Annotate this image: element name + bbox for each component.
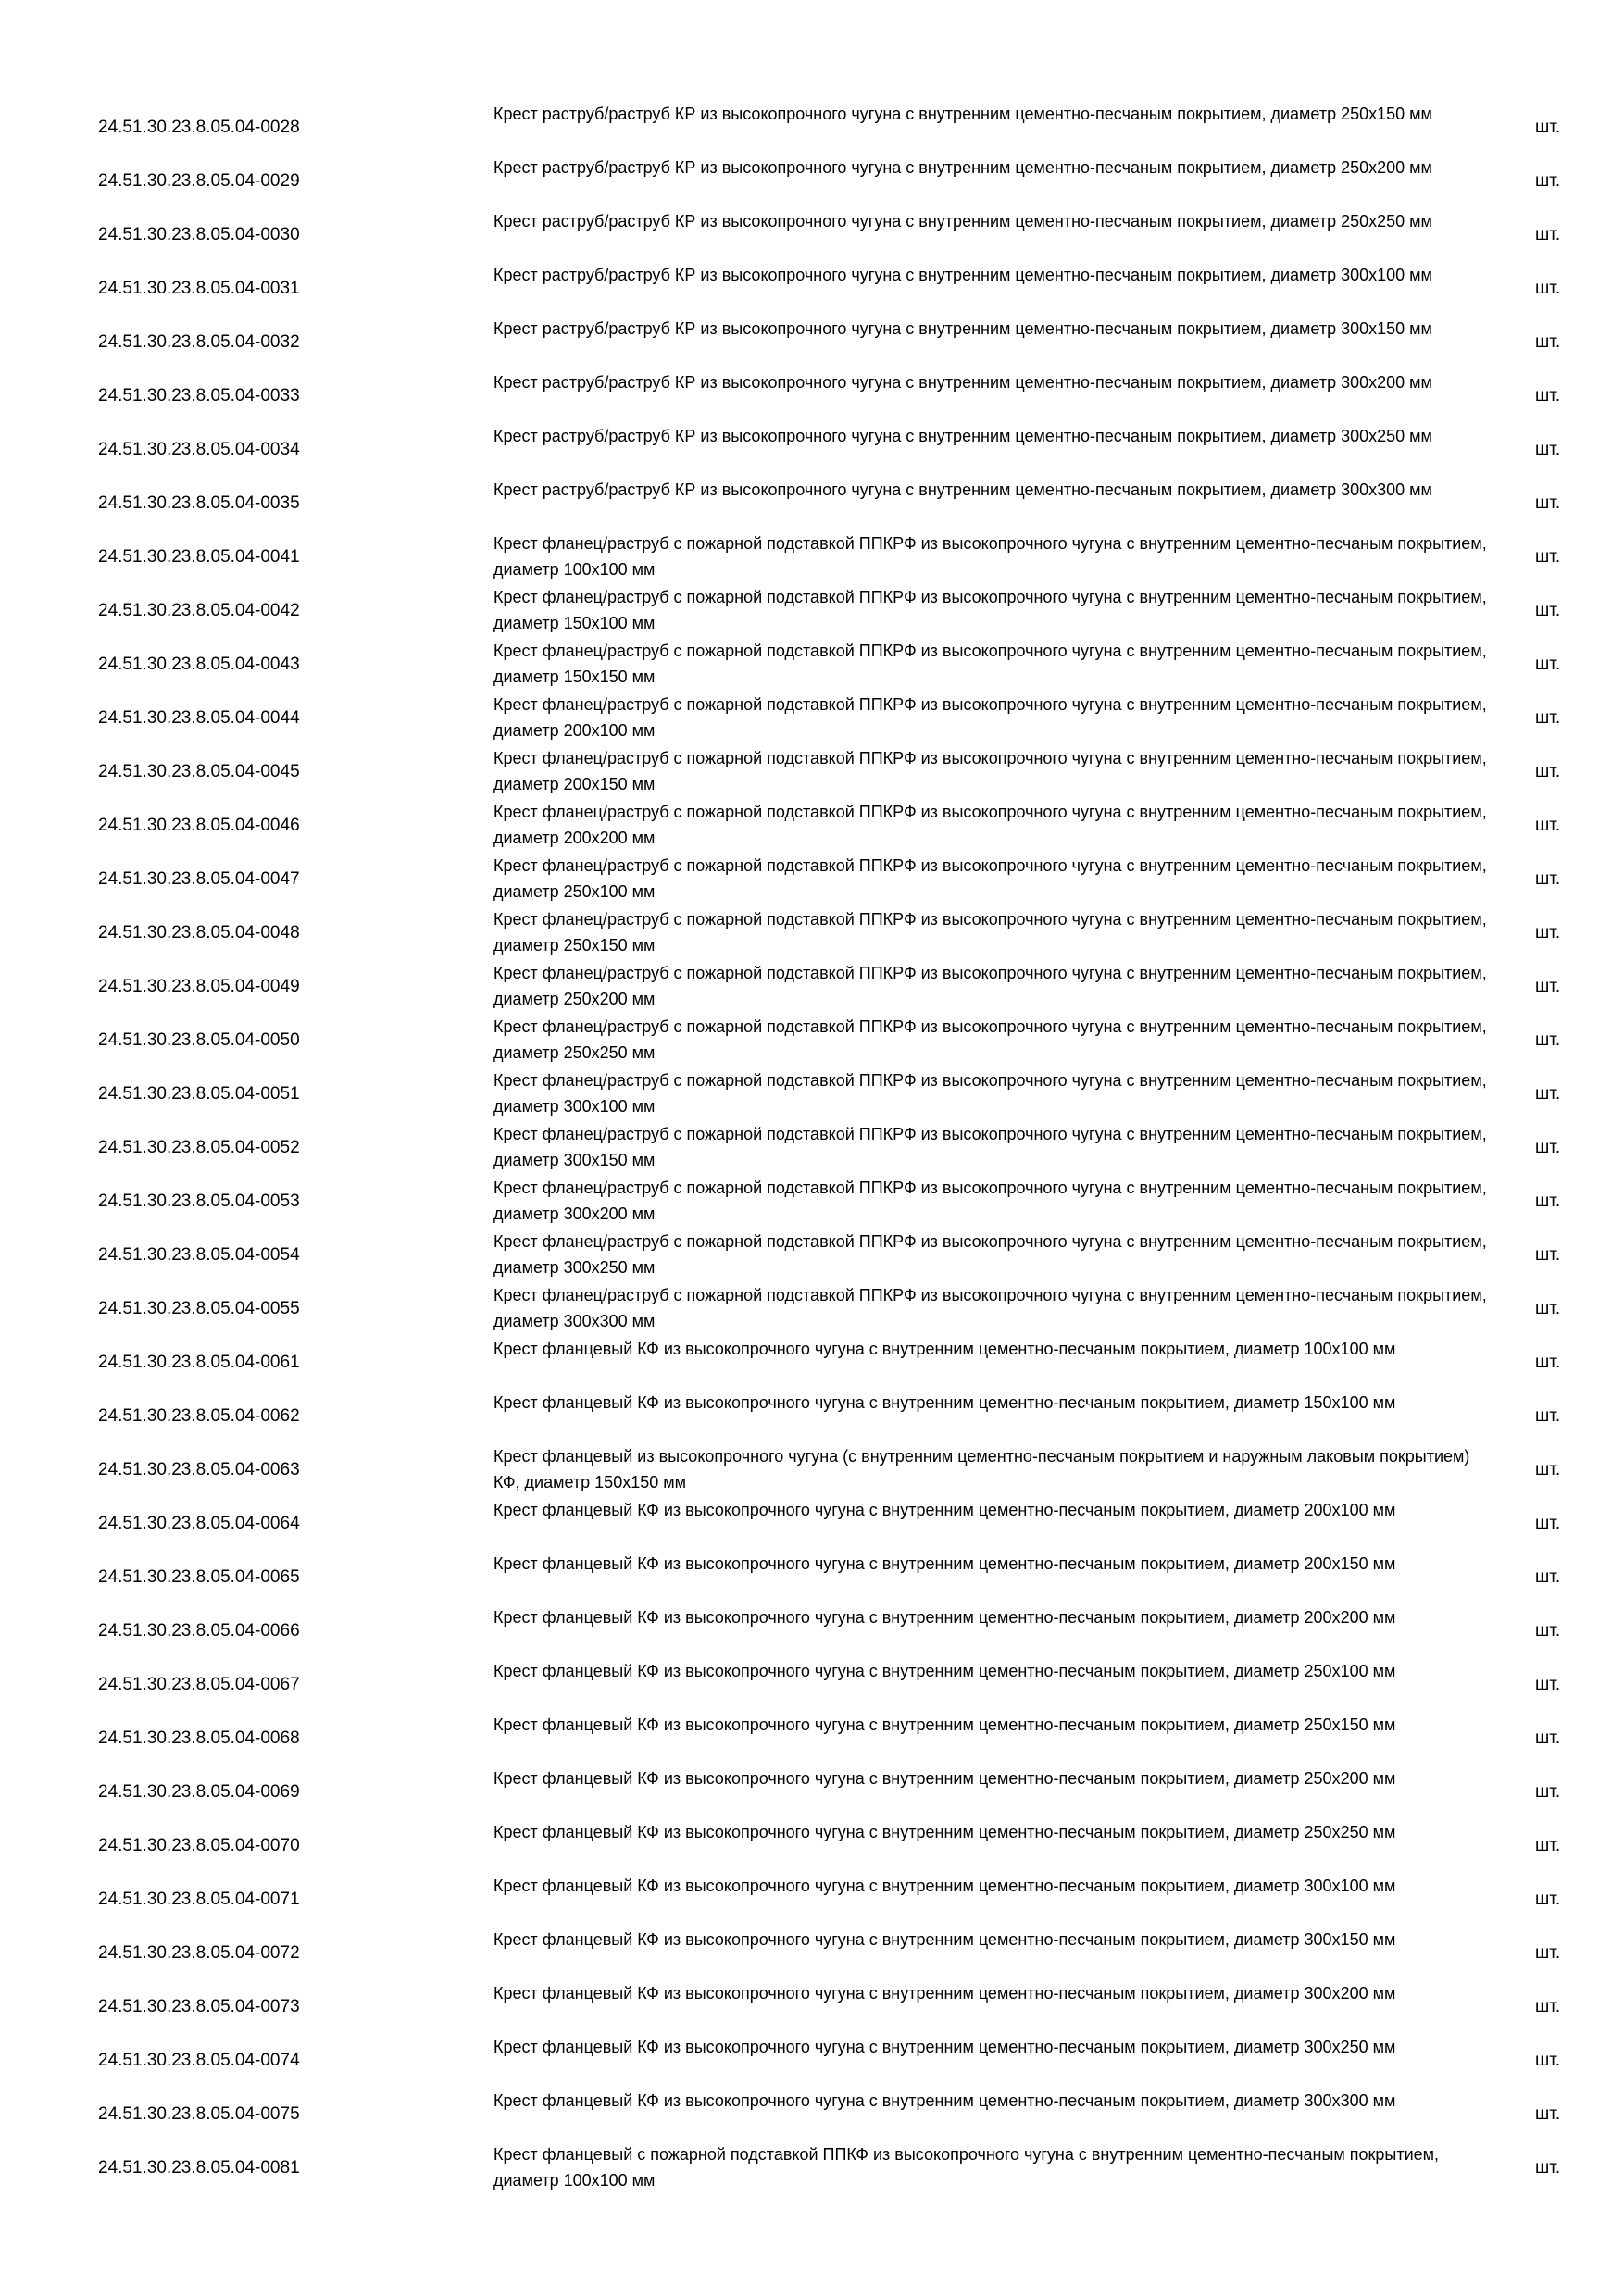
unit-of-measure: шт. [1535,2158,1561,2177]
unit-of-measure: шт. [1535,655,1561,674]
unit-of-measure: шт. [1535,118,1561,137]
resource-code: 24.51.30.23.8.05.04-0031 [98,279,300,298]
resource-code: 24.51.30.23.8.05.04-0061 [98,1353,300,1372]
table-row [98,1819,1580,1873]
unit-of-measure: шт. [1535,1138,1561,1157]
unit-of-measure: шт. [1535,1406,1561,1426]
unit-of-measure: шт. [1535,1567,1561,1587]
unit-of-measure: шт. [1535,1192,1561,1211]
table-row [98,262,1580,316]
resource-name: Крест фланец/раструб с пожарной подставкой ППКРФ из высокопрочного чугуна с внутренним цементно-песчаным покрытием, диаметр 200х150 мм [493,749,1487,793]
unit-of-measure: шт. [1535,171,1561,191]
unit-of-measure: шт. [1535,923,1561,942]
resource-code: 24.51.30.23.8.05.04-0069 [98,1782,300,1802]
resource-code: 24.51.30.23.8.05.04-0064 [98,1514,300,1533]
resource-name: Крест фланец/раструб с пожарной подставкой ППКРФ из высокопрочного чугуна с внутренним цементно-песчаным покрытием, диаметр 300х200 мм [493,1179,1487,1223]
resource-code: 24.51.30.23.8.05.04-0063 [98,1460,300,1479]
resource-code: 24.51.30.23.8.05.04-0050 [98,1030,300,1050]
unit-of-measure: шт. [1535,1245,1561,1265]
unit-of-measure: шт. [1535,601,1561,620]
resource-code: 24.51.30.23.8.05.04-0044 [98,708,300,728]
unit-of-measure: шт. [1535,279,1561,298]
unit-of-measure: шт. [1535,1675,1561,1694]
table-row [98,906,1580,960]
resource-name: Крест фланцевый КФ из высокопрочного чугуна с внутренним цементно-песчаным покрытием, диаметр 200х150 мм [493,1554,1396,1573]
resource-name: Крест фланец/раструб с пожарной подставкой ППКРФ из высокопрочного чугуна с внутренним цементно-песчаным покрытием, диаметр 250х100 мм [493,856,1487,901]
resource-name: Крест фланцевый КФ из высокопрочного чугуна с внутренним цементно-песчаным покрытием, диаметр 300х250 мм [493,2038,1396,2056]
resource-code: 24.51.30.23.8.05.04-0055 [98,1299,300,1318]
table-row [98,423,1580,477]
unit-of-measure: шт. [1535,762,1561,781]
resource-name: Крест фланец/раструб с пожарной подставкой ППКРФ из высокопрочного чугуна с внутренним цементно-песчаным покрытием, диаметр 200х200 мм [493,803,1487,847]
resource-code: 24.51.30.23.8.05.04-0073 [98,1997,300,2016]
resource-code: 24.51.30.23.8.05.04-0068 [98,1728,300,1748]
unit-of-measure: шт. [1535,1514,1561,1533]
resource-name: Крест фланцевый с пожарной подставкой ППКФ из высокопрочного чугуна с внутренним цементно-песчаным покрытием, диаметр 100х100 мм [493,2145,1440,2190]
table-row [98,530,1580,584]
table-row [98,1712,1580,1766]
resource-code: 24.51.30.23.8.05.04-0052 [98,1138,300,1157]
resource-name: Крест фланец/раструб с пожарной подставкой ППКРФ из высокопрочного чугуна с внутренним цементно-песчаным покрытием, диаметр 300х150 мм [493,1125,1487,1169]
unit-of-measure: шт. [1535,1890,1561,1909]
unit-of-measure: шт. [1535,1836,1561,1855]
unit-of-measure: шт. [1535,1353,1561,1372]
table-row [98,2141,1580,2195]
resource-code: 24.51.30.23.8.05.04-0072 [98,1943,300,1963]
resource-code: 24.51.30.23.8.05.04-0074 [98,2051,300,2070]
resource-code: 24.51.30.23.8.05.04-0071 [98,1890,300,1909]
unit-of-measure: шт. [1535,816,1561,835]
resource-code: 24.51.30.23.8.05.04-0043 [98,655,300,674]
table-row [98,745,1580,799]
table-row [98,1658,1580,1712]
resource-code: 24.51.30.23.8.05.04-0049 [98,977,300,996]
resource-name: Крест раструб/раструб КР из высокопрочного чугуна с внутренним цементно-песчаным покрытием, диаметр 300х150 мм [493,319,1432,338]
resource-name: Крест фланцевый КФ из высокопрочного чугуна с внутренним цементно-песчаным покрытием, диаметр 100х100 мм [493,1340,1396,1358]
resource-name: Крест фланцевый КФ из высокопрочного чугуна с внутренним цементно-песчаным покрытием, диаметр 300х100 мм [493,1877,1396,1895]
resource-name: Крест фланцевый КФ из высокопрочного чугуна с внутренним цементно-песчаным покрытием, диаметр 200х200 мм [493,1608,1396,1627]
resource-name: Крест фланец/раструб с пожарной подставкой ППКРФ из высокопрочного чугуна с внутренним цементно-песчаным покрытием, диаметр 300х100 мм [493,1071,1487,1116]
resource-name: Крест фланцевый из высокопрочного чугуна (с внутренним цементно-песчаным покрытием и наружным лаковым покрытием) КФ, диаметр 150х150 мм [493,1447,1470,1491]
resource-code: 24.51.30.23.8.05.04-0045 [98,762,300,781]
resource-code: 24.51.30.23.8.05.04-0067 [98,1675,300,1694]
resource-name: Крест фланцевый КФ из высокопрочного чугуна с внутренним цементно-песчаным покрытием, диаметр 250х100 мм [493,1662,1396,1680]
table-row [98,101,1580,155]
table-row [98,1551,1580,1604]
table-row [98,477,1580,530]
resource-code: 24.51.30.23.8.05.04-0081 [98,2158,300,2177]
resource-code: 24.51.30.23.8.05.04-0048 [98,923,300,942]
resource-code: 24.51.30.23.8.05.04-0075 [98,2104,300,2124]
table-row [98,1067,1580,1121]
resource-name: Крест фланец/раструб с пожарной подставкой ППКРФ из высокопрочного чугуна с внутренним цементно-песчаным покрытием, диаметр 300х300 мм [493,1286,1487,1330]
unit-of-measure: шт. [1535,386,1561,406]
table-row [98,1766,1580,1819]
unit-of-measure: шт. [1535,869,1561,889]
unit-of-measure: шт. [1535,547,1561,567]
resource-name: Крест фланцевый КФ из высокопрочного чугуна с внутренним цементно-песчаным покрытием, диаметр 250х150 мм [493,1716,1396,1734]
unit-of-measure: шт. [1535,225,1561,244]
resource-name: Крест фланец/раструб с пожарной подставкой ППКРФ из высокопрочного чугуна с внутренним цементно-песчаным покрытием, диаметр 150х100 мм [493,588,1487,632]
resource-code: 24.51.30.23.8.05.04-0066 [98,1621,300,1641]
resource-name: Крест фланцевый КФ из высокопрочного чугуна с внутренним цементно-песчаным покрытием, диаметр 300х150 мм [493,1930,1396,1949]
resource-name: Крест фланцевый КФ из высокопрочного чугуна с внутренним цементно-песчаным покрытием, диаметр 300х200 мм [493,1984,1396,2003]
table-row [98,1443,1580,1497]
unit-of-measure: шт. [1535,708,1561,728]
table-row [98,1497,1580,1551]
resource-name: Крест фланец/раструб с пожарной подставкой ППКРФ из высокопрочного чугуна с внутренним цементно-песчаным покрытием, диаметр 250х200 мм [493,964,1487,1008]
resource-name: Крест раструб/раструб КР из высокопрочного чугуна с внутренним цементно-песчаным покрытием, диаметр 250х250 мм [493,212,1432,231]
resource-name: Крест раструб/раструб КР из высокопрочного чугуна с внутренним цементно-песчаным покрытием, диаметр 300х100 мм [493,266,1432,284]
resource-name: Крест фланцевый КФ из высокопрочного чугуна с внутренним цементно-песчаным покрытием, диаметр 150х100 мм [493,1393,1396,1412]
unit-of-measure: шт. [1535,332,1561,352]
price-table [98,101,1580,2195]
table-row [98,1927,1580,1980]
table-row [98,853,1580,906]
resource-name: Крест фланцевый КФ из высокопрочного чугуна с внутренним цементно-песчаным покрытием, диаметр 200х100 мм [493,1501,1396,1519]
unit-of-measure: шт. [1535,977,1561,996]
unit-of-measure: шт. [1535,1943,1561,1963]
resource-code: 24.51.30.23.8.05.04-0065 [98,1567,300,1587]
table-row [98,960,1580,1014]
unit-of-measure: шт. [1535,440,1561,459]
resource-code: 24.51.30.23.8.05.04-0033 [98,386,300,406]
resource-name: Крест фланец/раструб с пожарной подставкой ППКРФ из высокопрочного чугуна с внутренним цементно-песчаным покрытием, диаметр 300х250 мм [493,1232,1487,1277]
resource-name: Крест раструб/раструб КР из высокопрочного чугуна с внутренним цементно-песчаным покрытием, диаметр 250х150 мм [493,105,1432,123]
resource-name: Крест фланец/раструб с пожарной подставкой ППКРФ из высокопрочного чугуна с внутренним цементно-песчаным покрытием, диаметр 100х100 мм [493,534,1487,579]
resource-code: 24.51.30.23.8.05.04-0041 [98,547,300,567]
table-row [98,1604,1580,1658]
resource-name: Крест фланцевый КФ из высокопрочного чугуна с внутренним цементно-песчаным покрытием, диаметр 250х200 мм [493,1769,1396,1788]
resource-code: 24.51.30.23.8.05.04-0046 [98,816,300,835]
unit-of-measure: шт. [1535,493,1561,513]
resource-code: 24.51.30.23.8.05.04-0053 [98,1192,300,1211]
resource-code: 24.51.30.23.8.05.04-0030 [98,225,300,244]
table-row [98,1121,1580,1175]
resource-name: Крест фланец/раструб с пожарной подставкой ППКРФ из высокопрочного чугуна с внутренним цементно-песчаным покрытием, диаметр 250х250 мм [493,1017,1487,1062]
unit-of-measure: шт. [1535,2104,1561,2124]
unit-of-measure: шт. [1535,1782,1561,1802]
table-row [98,1980,1580,2034]
table-row [98,584,1580,638]
table-row [98,2034,1580,2088]
resource-name: Крест раструб/раструб КР из высокопрочного чугуна с внутренним цементно-песчаным покрытием, диаметр 300х250 мм [493,427,1432,445]
table-row [98,1175,1580,1229]
table-row [98,2088,1580,2141]
resource-code: 24.51.30.23.8.05.04-0032 [98,332,300,352]
resource-name: Крест фланец/раструб с пожарной подставкой ППКРФ из высокопрочного чугуна с внутренним цементно-песчаным покрытием, диаметр 200х100 мм [493,695,1487,740]
table-row [98,799,1580,853]
resource-code: 24.51.30.23.8.05.04-0054 [98,1245,300,1265]
resource-name: Крест фланец/раструб с пожарной подставкой ППКРФ из высокопрочного чугуна с внутренним цементно-песчаным покрытием, диаметр 250х150 мм [493,910,1487,955]
resource-code: 24.51.30.23.8.05.04-0062 [98,1406,300,1426]
table-row [98,316,1580,369]
resource-name: Крест фланец/раструб с пожарной подставкой ППКРФ из высокопрочного чугуна с внутренним цементно-песчаным покрытием, диаметр 150х150 мм [493,642,1487,686]
resource-code: 24.51.30.23.8.05.04-0029 [98,171,300,191]
resource-name: Крест раструб/раструб КР из высокопрочного чугуна с внутренним цементно-песчаным покрытием, диаметр 300х300 мм [493,480,1432,499]
table-row [98,1336,1580,1390]
table-row [98,208,1580,262]
resource-code: 24.51.30.23.8.05.04-0034 [98,440,300,459]
unit-of-measure: шт. [1535,2051,1561,2070]
unit-of-measure: шт. [1535,1030,1561,1050]
unit-of-measure: шт. [1535,1460,1561,1479]
unit-of-measure: шт. [1535,1728,1561,1748]
resource-name: Крест фланцевый КФ из высокопрочного чугуна с внутренним цементно-песчаным покрытием, диаметр 250х250 мм [493,1823,1396,1841]
table-row [98,1873,1580,1927]
unit-of-measure: шт. [1535,1299,1561,1318]
resource-code: 24.51.30.23.8.05.04-0035 [98,493,300,513]
table-row [98,1229,1580,1282]
resource-name: Крест фланцевый КФ из высокопрочного чугуна с внутренним цементно-песчаным покрытием, диаметр 300х300 мм [493,2091,1396,2110]
resource-code: 24.51.30.23.8.05.04-0047 [98,869,300,889]
table-row [98,692,1580,745]
table-row [98,638,1580,692]
resource-code: 24.51.30.23.8.05.04-0051 [98,1084,300,1104]
table-row [98,369,1580,423]
table-row [98,1282,1580,1336]
resource-name: Крест раструб/раструб КР из высокопрочного чугуна с внутренним цементно-песчаным покрытием, диаметр 250х200 мм [493,158,1432,177]
table-row [98,155,1580,208]
unit-of-measure: шт. [1535,1621,1561,1641]
resource-code: 24.51.30.23.8.05.04-0070 [98,1836,300,1855]
resource-name: Крест раструб/раструб КР из высокопрочного чугуна с внутренним цементно-песчаным покрытием, диаметр 300х200 мм [493,373,1432,392]
resource-code: 24.51.30.23.8.05.04-0028 [98,118,300,137]
table-row [98,1014,1580,1067]
table-row [98,1390,1580,1443]
unit-of-measure: шт. [1535,1084,1561,1104]
unit-of-measure: шт. [1535,1997,1561,2016]
resource-code: 24.51.30.23.8.05.04-0042 [98,601,300,620]
